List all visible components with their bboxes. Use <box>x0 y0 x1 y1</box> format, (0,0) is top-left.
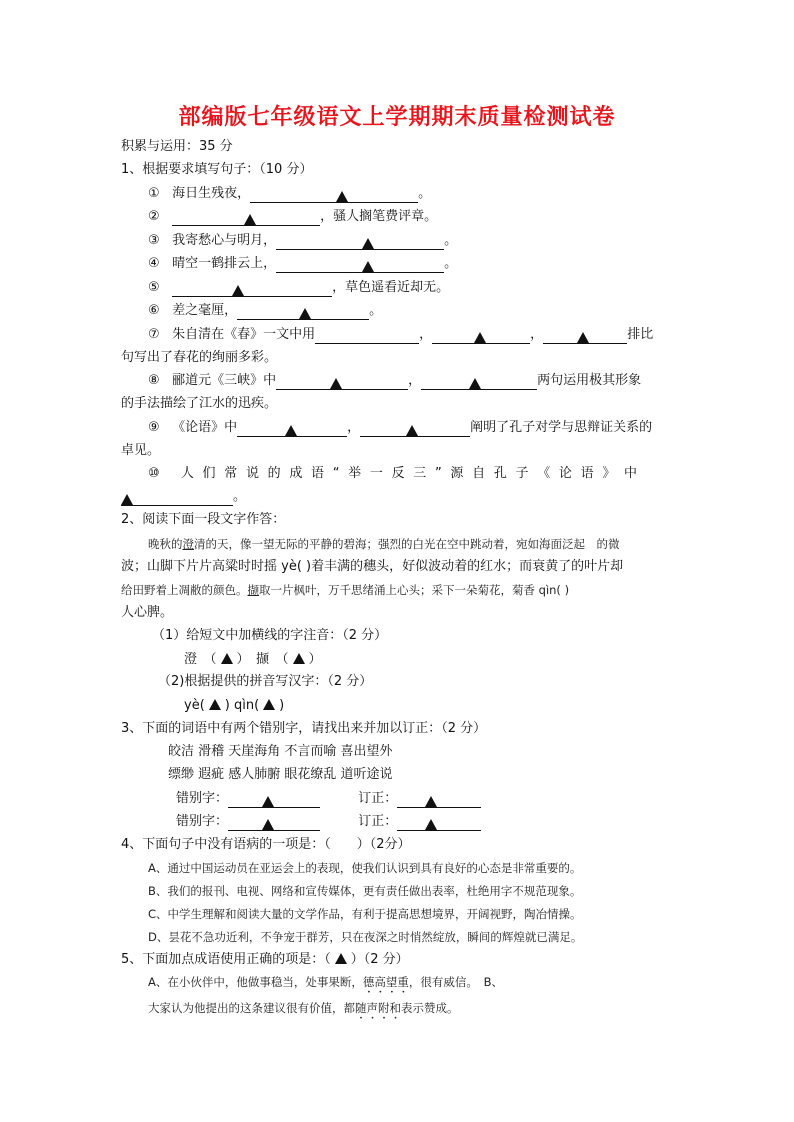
q1-item-1 <box>148 185 431 203</box>
answer-text: yè( <box>184 698 205 713</box>
q2-sub2-answers <box>184 697 284 715</box>
q1-item-5 <box>148 279 449 297</box>
q3-answer-row-2 <box>176 813 481 831</box>
triangle-marker-icon[interactable] <box>335 953 347 964</box>
answer-text: 澄 （ <box>184 652 217 667</box>
triangle-marker-icon <box>577 332 589 343</box>
section-heading: 积累与运用：35 分 <box>121 139 233 154</box>
q1-item-8-cont: 的手法描绘了江水的迅疾。 <box>121 396 278 411</box>
wrong-char-label: 错别字： <box>176 791 229 806</box>
q1-item-8 <box>148 372 641 390</box>
triangle-marker-icon[interactable] <box>263 699 275 710</box>
fix-label: 订正： <box>358 791 398 806</box>
dotted-idiom: 德高望重 <box>362 975 409 989</box>
item-text: 晴空一鹤排云上， <box>172 256 277 271</box>
triangle-marker-icon <box>232 285 244 296</box>
q5-option-a[interactable] <box>148 973 503 996</box>
answer-text: ） 撷 （ <box>236 652 289 667</box>
q1-item-9 <box>148 419 652 437</box>
option-text: 表示赞成。 <box>401 1001 459 1015</box>
q3-answer-row-1 <box>176 790 481 808</box>
triangle-marker-icon <box>425 796 437 807</box>
q4-option-b[interactable]: B、我们的报刊、电视、网络和宣传媒体，更有责任做出表率，杜绝用字不规范现象。 <box>148 884 582 898</box>
answer-blank[interactable] <box>360 421 470 437</box>
answer-blank[interactable] <box>237 304 369 320</box>
answer-blank[interactable] <box>276 234 444 250</box>
q4-option-a[interactable]: A、通过中国运动员在亚运会上的表现，使我们认识到具有良好的心态是非常重要的。 <box>148 861 582 875</box>
item-text: 郦道元《三峡》中 <box>172 373 277 388</box>
item-number: ⑦ <box>148 327 160 342</box>
item-text: 。 <box>233 489 247 504</box>
q4-heading: 4、下面句子中没有语病的一项是：（ ）（2分） <box>121 837 411 852</box>
triangle-marker-icon <box>406 425 418 436</box>
answer-blank[interactable] <box>543 328 627 344</box>
item-text: 两句运用极其形象 <box>537 373 642 388</box>
q1-item-7 <box>148 326 653 344</box>
item-text: 海日生残夜， <box>172 186 251 201</box>
triangle-marker-icon <box>469 378 481 389</box>
item-number: ③ <box>148 233 160 248</box>
item-number: ⑩ <box>148 466 160 481</box>
item-text: 阐明了孔子对学与思辩证关系的 <box>470 420 653 435</box>
answer-blank[interactable] <box>121 490 233 506</box>
q2-heading: 2、阅读下面一段文字作答： <box>121 512 286 527</box>
q1-item-6 <box>148 302 382 320</box>
item-number: ⑧ <box>148 373 160 388</box>
q2-passage-line-1 <box>148 535 620 553</box>
item-number: ⑥ <box>148 303 160 318</box>
item-text: 。 <box>369 303 383 318</box>
option-text: ，很有威信。 B、 <box>408 975 504 989</box>
q1-item-4 <box>148 255 457 273</box>
answer-blank[interactable] <box>315 328 419 344</box>
answer-blank[interactable] <box>228 815 320 831</box>
item-text: 《论语》中 <box>172 420 238 435</box>
item-number: ⑤ <box>148 280 160 295</box>
item-number: ① <box>148 186 160 201</box>
option-text: 大家认为他提出的这条建议很有价值，都 <box>148 1001 355 1015</box>
answer-blank[interactable] <box>172 210 320 226</box>
answer-blank[interactable] <box>250 187 418 203</box>
q4-option-c[interactable]: C、中学生理解和阅读大量的文学作品，有利于提高思想境界，开阔视野，陶冶情操。 <box>148 907 582 921</box>
answer-text: ) <box>279 698 285 713</box>
triangle-marker-icon <box>362 238 374 249</box>
q5-heading-text: ）（2 分） <box>350 952 409 967</box>
wrong-char-label: 错别字： <box>176 814 229 829</box>
triangle-marker-icon <box>262 819 274 830</box>
q1-item-10-cont <box>121 488 246 506</box>
answer-blank[interactable] <box>172 281 332 297</box>
triangle-marker-icon <box>362 261 374 272</box>
triangle-marker-icon <box>262 796 274 807</box>
answer-blank[interactable] <box>397 815 481 831</box>
item-number: ④ <box>148 256 160 271</box>
item-text: 差之毫厘， <box>172 303 238 318</box>
page-title: 部编版七年级语文上学期期末质量检测试卷 <box>178 104 616 130</box>
answer-blank[interactable] <box>276 374 408 390</box>
passage-text: 晚秋的 <box>148 537 183 551</box>
item-text: 我寄愁心与明月， <box>172 233 277 248</box>
q2-passage-line-4: 人心脾。 <box>121 605 174 620</box>
triangle-marker-icon <box>244 214 256 225</box>
answer-blank[interactable] <box>397 792 481 808</box>
triangle-marker-icon <box>425 819 437 830</box>
triangle-marker-icon[interactable] <box>293 653 305 664</box>
q2-passage-line-2: 波；山脚下片片高粱时时摇 yè( )着丰满的穗头，好似波动着的红水；而衰黄了的叶片却 <box>121 559 624 574</box>
item-text: ，草色遥看近却无。 <box>332 280 450 295</box>
triangle-marker-icon <box>285 425 297 436</box>
q5-heading <box>121 951 409 969</box>
item-text: 。 <box>418 186 432 201</box>
answer-blank[interactable] <box>237 421 347 437</box>
q4-option-d[interactable]: D、昙花不急功近利，不争宠于群芳，只在夜深之时悄然绽放，瞬间的辉煌就已满足。 <box>148 930 583 944</box>
separator: ， <box>408 373 422 388</box>
q2-sub1-answers <box>184 651 322 669</box>
underlined-char: 撷 <box>247 583 259 597</box>
q1-item-7-cont: 句写出了春花的绚丽多彩。 <box>121 350 278 365</box>
separator: ， <box>347 420 361 435</box>
triangle-marker-icon[interactable] <box>209 699 221 710</box>
triangle-marker-icon[interactable] <box>221 653 233 664</box>
q1-item-3 <box>148 232 457 250</box>
item-number: ② <box>148 209 160 224</box>
item-text: 排比 <box>627 327 654 342</box>
answer-blank[interactable] <box>276 257 444 273</box>
q1-item-9-cont: 卓见。 <box>121 443 161 458</box>
answer-blank[interactable] <box>421 374 537 390</box>
underlined-char: 澄 <box>182 537 194 551</box>
answer-text: ) qìn( <box>224 698 260 713</box>
answer-text: ） <box>308 652 322 667</box>
triangle-marker-icon <box>474 332 486 343</box>
item-text: ，骚人搁笔费评章。 <box>320 209 438 224</box>
passage-text: 清的天，像一望无际的平静的碧海；强烈的白光在空中跳动着，宛如海面泛起 的微 <box>194 537 620 551</box>
separator: ， <box>530 327 544 342</box>
triangle-marker-icon <box>299 308 311 319</box>
item-text: 人们常说的成语“举一反三”源自孔子《论语》中 <box>180 466 646 481</box>
fix-label: 订正： <box>358 814 398 829</box>
q2-sub1: （1）给短文中加横线的字注音：（2 分） <box>152 628 388 643</box>
q1-heading: 1、根据要求填写句子：（10 分） <box>121 162 313 177</box>
item-text: 。 <box>444 256 458 271</box>
q3-words-row-1: 皎洁 滑稽 天崖海角 不言而喻 喜出望外 <box>168 744 393 759</box>
triangle-marker-icon <box>336 191 348 202</box>
item-text: 。 <box>444 233 458 248</box>
passage-text: 给田野着上凋敝的颜色。 <box>121 583 248 597</box>
q2-sub2: （2)根据提供的拼音写汉字：（2 分） <box>158 674 373 689</box>
q2-passage-line-3 <box>121 581 569 599</box>
item-text: 朱自清在《春》一文中用 <box>172 327 316 342</box>
option-text: A、在小伙伴中，他做事稳当，处事果断， <box>148 975 363 989</box>
q1-item-10 <box>148 465 646 483</box>
triangle-marker-icon <box>330 378 342 389</box>
item-number: ⑨ <box>148 420 160 435</box>
dotted-idiom: 随声附和 <box>355 1001 401 1015</box>
q5-heading-text: 5、下面加点成语使用正确的项是：（ <box>121 952 331 967</box>
separator: ， <box>419 327 433 342</box>
answer-blank[interactable] <box>432 328 530 344</box>
answer-blank[interactable] <box>228 792 320 808</box>
passage-text: 取一片枫叶，万千思绪涌上心头；采下一朵菊花，菊香 qìn( ) <box>259 583 570 597</box>
q5-option-b[interactable] <box>148 999 459 1022</box>
q3-heading: 3、下面的词语中有两个错别字，请找出来并加以订正：（2 分） <box>121 721 487 736</box>
q1-item-2 <box>148 208 437 226</box>
q3-words-row-2: 缥缈 遐疵 感人肺腑 眼花缭乱 道听途说 <box>168 767 393 782</box>
triangle-marker-icon <box>121 494 133 505</box>
